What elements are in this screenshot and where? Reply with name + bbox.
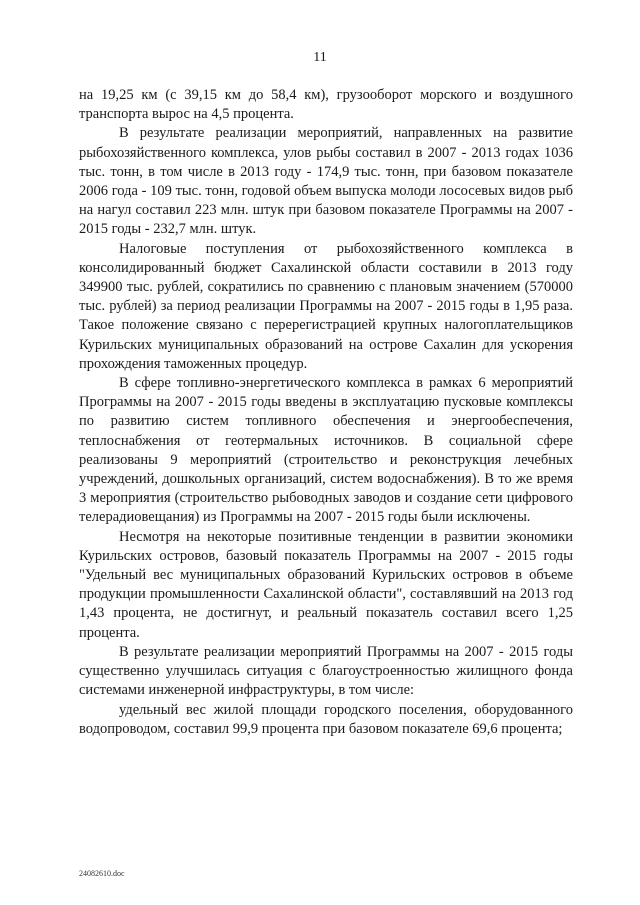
page-number: 11: [313, 50, 327, 65]
paragraph-housing-results: В результате реализации мероприятий Программы на 2007 - 2015 годы существенно улучшилась ситуация с благоустроенностью жилищного фонда системами инженерной инфраструктуры, в том числе:: [79, 643, 573, 699]
paragraph-economic-indicator: Несмотря на некоторые позитивные тенденции в развитии экономики Курильских островов, базовый показатель Программы на 2007 - 2015 годы "Удельный вес муниципальных образований Курильских островов в объеме продукции промышленности Сахалинской области", составлявший на 2013 год 1,43 процента, не достигнут, и реальный показатель составил всего 1,25 процента.: [79, 528, 573, 641]
paragraph-transport-continuation: на 19,25 км (с 39,15 км до 58,4 км), грузооборот морского и воздушного транспорта вырос на 4,5 процента.: [79, 87, 573, 123]
document-footer-filename: 24082610.doc: [79, 869, 125, 878]
document-body: [79, 86, 573, 739]
paragraph-water-supply: удельный вес жилой площади городского поселения, оборудованного водопроводом, составил 99,9 процента при базовом показателе 69,6 процента;: [79, 701, 573, 737]
paragraph-fishery-taxes: Налоговые поступления от рыбохозяйственного комплекса в консолидированный бюджет Сахалинской области составили в 2013 году 349900 тыс. рублей, сократились по сравнению с плановым значением (570000 тыс. рублей) за период реализации Программы на 2007 - 2015 годы в 1,95 раза. Такое положение связано с перерегистрацией крупных налогоплательщиков Курильских муниципальных образований на острове Сахалин для ускорения прохождения таможенных процедур.: [79, 240, 573, 372]
paragraph-energy-social: В сфере топливно-энергетического комплекса в рамках 6 мероприятий Программы на 2007 - 2015 годы введены в эксплуатацию пусковые комплексы по развитию систем топливного обеспечения и энергообеспечения, теплоснабжения от геотермальных источников. В социальной сфере реализованы 9 мероприятий (строительство и реконструкция лечебных учреждений, дошкольных организаций, систем водоснабжения). В то же время 3 мероприятия (строительство рыбоводных заводов и создание сети цифрового телерадиовещания) из Программы на 2007 - 2015 годы были исключены.: [79, 375, 573, 526]
paragraph-fishery-catch: В результате реализации мероприятий, направленных на развитие рыбохозяйственного комплекса, улов рыбы составил в 2007 - 2013 годах 1036 тыс. тонн, в том числе в 2013 году - 174,9 тыс. тонн, при базовом показателе 2006 года - 109 тыс. тонн, годовой объем выпуска молоди лососевых видов рыб на нагул составил 223 млн. штук при базовом показателе Программы на 2007 - 2015 годы - 232,7 млн. штук.: [79, 125, 573, 238]
